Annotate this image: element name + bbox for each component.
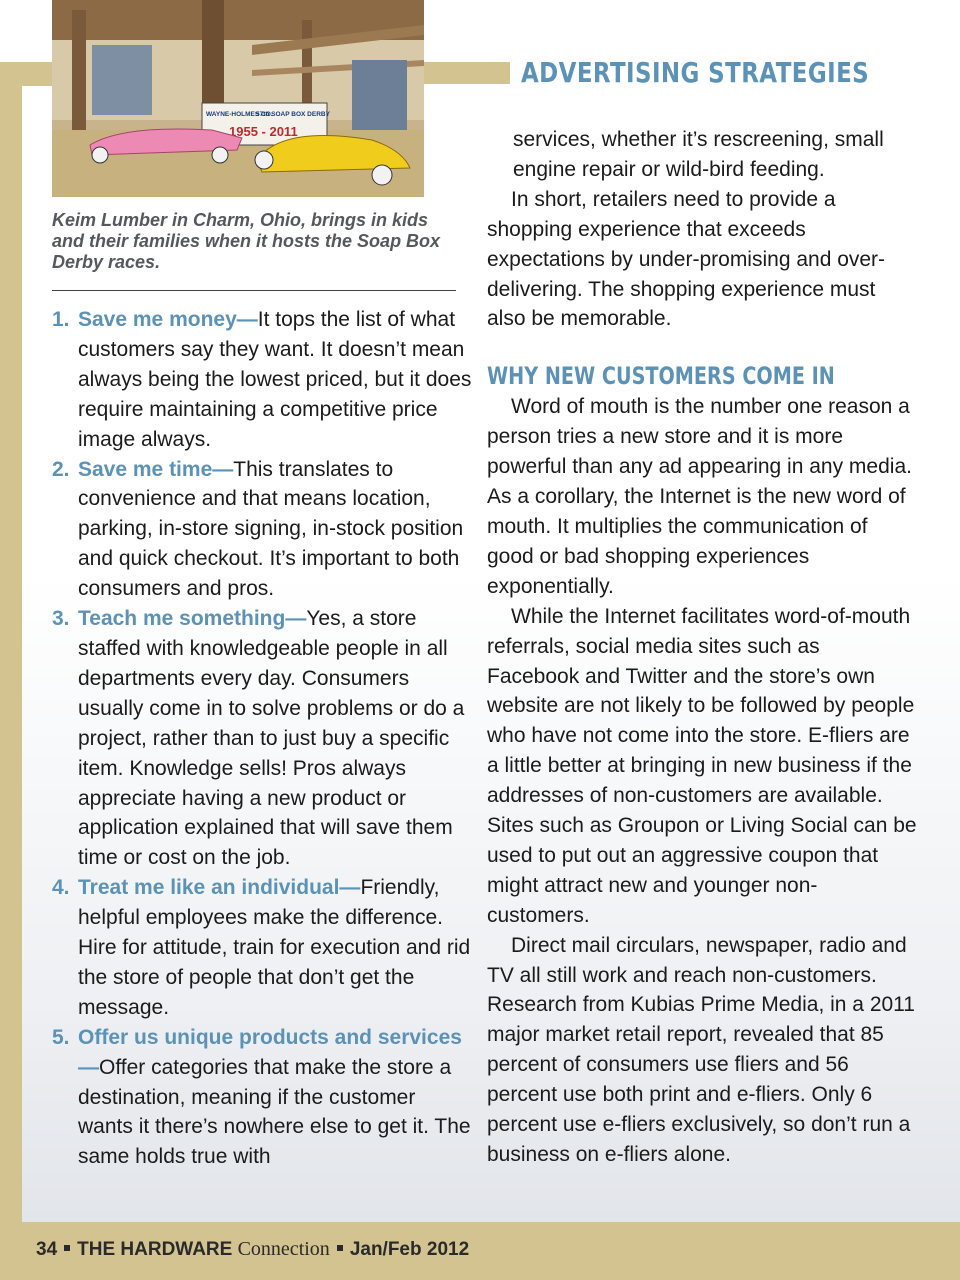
list-item-body: Friendly, helpful employees make the difference. Hire for attitude, train for execution and rid the store of people that don’t get the message. [78, 876, 471, 1019]
list-number: 3. [52, 607, 70, 631]
store-photo [52, 0, 424, 197]
header-accent-rule [424, 62, 510, 84]
paragraph: In short, retailers need to provide a shopping experience that exceeds expectations by under-promising and over-delivering. The shopping experience must also be memorable. [487, 187, 886, 331]
list-item-title: Offer us unique products and services— [78, 1025, 462, 1079]
issue-date: Jan/Feb 2012 [349, 1239, 470, 1260]
magazine-name-suffix: Connection [237, 1238, 330, 1260]
paragraph: While the Internet facilitates word-of-mouth referrals, social media sites such as Facebook and Twitter and the store’s own website are not likely to be followed by people who have not come into the store. E-fliers are a little better at bringing in new business if the addresses of non-customers are available. Sites such as Groupon or Living Social can be used to put out an aggressive coupon that might attract new and younger non-customers. [487, 604, 917, 927]
left-accent-bar [0, 62, 22, 1222]
list-item-body: This translates to convenience and that means location, parking, in-store signing, in-stock position and quick checkout. It’s important to both consumers and pros. [78, 457, 464, 601]
left-accent-rule [22, 62, 52, 86]
soap-box-derby-illustration [52, 0, 424, 197]
list-number: 2. [52, 457, 70, 481]
list-item-body: It tops the list of what customers say they want. It doesn’t mean always being the lowest priced, but it does require maintaining a competitive price image always. [78, 308, 472, 451]
list-item [52, 455, 472, 605]
list-continuation: services, whether it’s rescreening, small engine repair or wild-bird feeding. [513, 128, 884, 181]
sign-line-2: 57th SOAP BOX DERBY [256, 111, 330, 118]
sign-line-1: WAYNE-HOLMES CO. [206, 111, 273, 118]
bullet-square-icon [64, 1245, 70, 1251]
list-item-title: Treat me like an individual— [78, 876, 361, 900]
list-item [52, 305, 472, 455]
list-number: 1. [52, 308, 70, 331]
list-item-body: Yes, a store staffed with knowledgeable people in all departments every day. Consumers usually come in to solve problems or do a project, rather than to just buy a specific item. Knowledge sells! Pros always appreciate having a new product or application explained that will save them time or cost on the job. [78, 607, 465, 870]
right-column [487, 125, 917, 1170]
list-item-title: Save me money— [78, 308, 258, 331]
photo-caption: Keim Lumber in Charm, Ohio, brings in kids and their families when it hosts the Soap Box Derby races. [52, 210, 441, 272]
list-item [52, 604, 472, 873]
list-number: 5. [52, 1025, 70, 1049]
page-number: 34 [36, 1239, 58, 1260]
list-number: 4. [52, 876, 70, 900]
list-item [52, 1023, 472, 1173]
sign-years: 1955 - 2011 [229, 124, 298, 139]
subheading: WHY NEW CUSTOMERS COME IN [487, 362, 835, 391]
magazine-name: THE HARDWARE [77, 1239, 233, 1260]
bullet-square-icon [337, 1245, 343, 1251]
list-item-body: Offer categories that make the store a destination, meaning if the customer wants it there’s nowhere else to get it. The same holds true with [78, 1055, 471, 1169]
customer-wants-list [52, 305, 472, 1172]
section-label: ADVERTISING STRATEGIES [521, 56, 870, 89]
paragraph: Word of mouth is the number one reason a person tries a new store and it is more powerful than any ad appearing in any media. As a corollary, the Internet is the new word of mouth. It multiplies the communication of good or bad shopping experiences exponentially. [487, 395, 912, 598]
list-item-title: Teach me something— [78, 607, 307, 631]
list-item [52, 873, 472, 1023]
page-footer [36, 1238, 469, 1261]
paragraph: Direct mail circulars, newspaper, radio and TV all still work and reach non-customers. Research from Kubias Prime Media, in a 2011 major market retail report, revealed that 85 percent of consumers use fliers and 56 percent use both print and e-fliers. Only 6 percent use e-fliers exclusively, so don’t run a business on e-fliers alone. [487, 933, 915, 1166]
list-item-title: Save me time— [78, 457, 234, 481]
caption-divider [52, 290, 456, 291]
